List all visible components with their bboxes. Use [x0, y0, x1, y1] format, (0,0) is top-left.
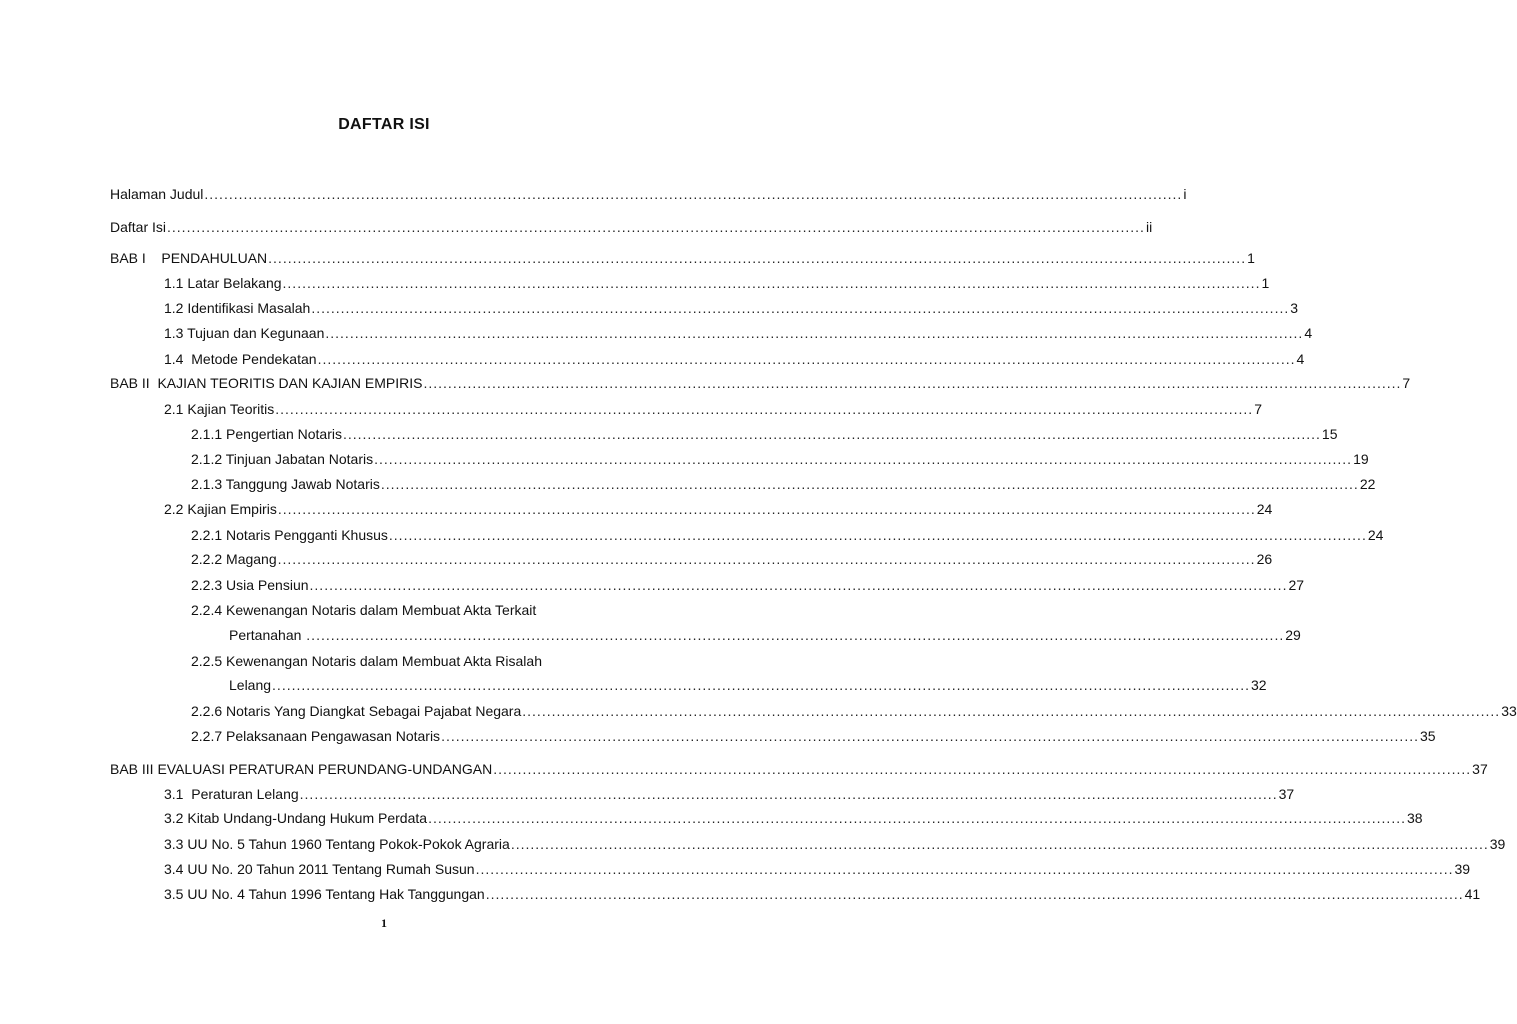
toc-leader-dots: ........................................................................................................................................................................................................ [277, 551, 1256, 567]
toc-entry [110, 373, 1411, 393]
toc-entry-page: 4 [1296, 351, 1305, 367]
toc-entry-label: 2.2 Kajian Empiris [164, 501, 277, 517]
toc-leader-dots: ........................................................................................................................................................................................................ [277, 501, 1256, 517]
toc-leader-dots: ........................................................................................................................................................................................................ [167, 219, 1145, 235]
toc-entry-page: 24 [1256, 501, 1273, 517]
toc-entry-page: 7 [1402, 375, 1411, 391]
toc-entry-label: 3.3 UU No. 5 Tahun 1960 Tentang Pokok-Pokok Agraria [164, 836, 510, 852]
toc-leader-dots: ........................................................................................................................................................................................................ [317, 351, 1296, 367]
toc-entry-page: ii [1145, 219, 1153, 235]
toc-entry-page: 37 [1278, 786, 1295, 802]
toc-entry [110, 759, 1488, 779]
toc-entry-label: 3.4 UU No. 20 Tahun 2011 Tentang Rumah Susun [164, 861, 475, 877]
toc-entry [164, 349, 1305, 369]
toc-entry [191, 726, 1436, 746]
toc-entry [164, 808, 1423, 828]
toc-leader-dots: ........................................................................................................................................................................................................ [272, 677, 1250, 693]
toc-entry-label: 2.1 Kajian Teoritis [164, 401, 275, 417]
toc-leader-dots: ........................................................................................................................................................................................................ [441, 728, 1419, 744]
toc-entry [191, 549, 1273, 569]
toc-entry [164, 859, 1471, 879]
toc-leader-dots: ........................................................................................................................................................................................................ [475, 861, 1454, 877]
toc-entry-page: 41 [1464, 886, 1481, 902]
toc-entry-label: 1.1 Latar Belakang [164, 275, 282, 291]
toc-entry-page: 24 [1367, 527, 1384, 543]
toc-entry-label-line1: 2.2.5 Kewenangan Notaris dalam Membuat Akta Risalah [191, 653, 542, 669]
toc-entry-label: BAB II KAJIAN TEORITIS DAN KAJIAN EMPIRIS [110, 375, 423, 391]
toc-entry [164, 323, 1313, 343]
toc-entry-label: BAB I PENDAHULUAN [110, 250, 268, 266]
toc-entry-page: 33 [1501, 703, 1517, 719]
toc-entry-label: 2.2.1 Notaris Pengganti Khusus [191, 527, 388, 543]
toc-entry [191, 701, 1517, 721]
toc-entry [191, 474, 1376, 494]
toc-entry [191, 525, 1384, 545]
toc-entry-page: 22 [1359, 476, 1376, 492]
toc-entry-page: 1 [1247, 250, 1255, 266]
toc-leader-dots: ........................................................................................................................................................................................................ [380, 476, 1359, 492]
toc-entry [191, 424, 1338, 444]
toc-entry [164, 273, 1270, 293]
toc-entry [164, 784, 1295, 804]
toc-entry [229, 675, 1267, 695]
toc-leader-dots: ........................................................................................................................................................................................................ [282, 275, 1261, 291]
toc-leader-dots: ........................................................................................................................................................................................................ [306, 627, 1285, 643]
toc-entry [164, 298, 1299, 318]
toc-entry [110, 184, 1187, 204]
toc-leader-dots: ........................................................................................................................................................................................................ [275, 401, 1254, 417]
toc-entry-page: 19 [1353, 451, 1369, 467]
toc-leader-dots: ........................................................................................................................................................................................................ [428, 810, 1406, 826]
toc-entry [110, 248, 1255, 268]
toc-entry-label: 2.2.2 Magang [191, 551, 277, 567]
toc-entry-page: 37 [1472, 761, 1488, 777]
toc-entry [110, 217, 1153, 237]
toc-entry-page: i [1183, 186, 1187, 202]
toc-entry [164, 834, 1506, 854]
toc-entry-label: 3.5 UU No. 4 Tahun 1996 Tentang Hak Tanggungan [164, 886, 485, 902]
toc-entry-label: Halaman Judul [110, 186, 204, 202]
toc-entry-label: 2.1.2 Tinjuan Jabatan Notaris [191, 451, 374, 467]
toc-leader-dots: ........................................................................................................................................................................................................ [493, 761, 1472, 777]
toc-entry-label-line1: 2.2.4 Kewenangan Notaris dalam Membuat Akta Terkait [191, 602, 537, 618]
toc-entry-page: 35 [1420, 728, 1436, 744]
toc-leader-dots: ........................................................................................................................................................................................................ [510, 836, 1489, 852]
toc-leader-dots: ........................................................................................................................................................................................................ [423, 375, 1402, 391]
toc-entry-page: 32 [1250, 677, 1267, 693]
toc-entry-page: 39 [1489, 836, 1506, 852]
toc-entry-label: Pertanahan [229, 627, 306, 643]
toc-entry-label: 2.1.3 Tanggung Jawab Notaris [191, 476, 380, 492]
toc-leader-dots: ........................................................................................................................................................................................................ [342, 426, 1321, 442]
toc-entry-page: 4 [1304, 325, 1313, 341]
toc-entry-page: 15 [1321, 426, 1338, 442]
toc-entry-label: 1.2 Identifikasi Masalah [164, 300, 311, 316]
toc-entry [164, 499, 1273, 519]
toc-entry-label: 1.4 Metode Pendekatan [164, 351, 317, 367]
toc-leader-dots: ........................................................................................................................................................................................................ [485, 886, 1464, 902]
toc-entry-label: 2.1.1 Pengertian Notaris [191, 426, 342, 442]
toc-entry-label: 3.1 Peraturan Lelang [164, 786, 299, 802]
toc-entry-label: 2.2.3 Usia Pensiun [191, 577, 309, 593]
toc-entry-label: 3.2 Kitab Undang-Undang Hukum Perdata [164, 810, 428, 826]
toc-entry [191, 575, 1305, 595]
toc-entry-label: 2.2.7 Pelaksanaan Pengawasan Notaris [191, 728, 441, 744]
toc-leader-dots: ........................................................................................................................................................................................................ [374, 451, 1353, 467]
toc-leader-dots: ........................................................................................................................................................................................................ [325, 325, 1304, 341]
toc-entry-page: 38 [1407, 810, 1423, 826]
toc-entry-page: 7 [1254, 401, 1262, 417]
toc-entry-label: 1.3 Tujuan dan Kegunaan [164, 325, 325, 341]
toc-leader-dots: ........................................................................................................................................................................................................ [522, 703, 1501, 719]
toc-entry [191, 449, 1369, 469]
page-title: DAFTAR ISI [338, 116, 430, 133]
toc-entry-label: 2.2.6 Notaris Yang Diangkat Sebagai Pajabat Negara [191, 703, 522, 719]
toc-entry-label: Daftar Isi [110, 219, 167, 235]
toc-leader-dots: ........................................................................................................................................................................................................ [388, 527, 1367, 543]
toc-entry-label: BAB III EVALUASI PERATURAN PERUNDANG-UNDANGAN [110, 761, 493, 777]
toc-entry-page: 29 [1285, 627, 1301, 643]
toc-entry-page: 3 [1290, 300, 1299, 316]
toc-leader-dots: ........................................................................................................................................................................................................ [268, 250, 1247, 266]
toc-leader-dots: ........................................................................................................................................................................................................ [204, 186, 1183, 202]
toc-entry [164, 884, 1481, 904]
page-number: 1 [381, 916, 387, 930]
toc-leader-dots: ........................................................................................................................................................................................................ [309, 577, 1288, 593]
toc-leader-dots: ........................................................................................................................................................................................................ [311, 300, 1290, 316]
toc-entry-page: 1 [1261, 275, 1270, 291]
toc-entry-page: 26 [1256, 551, 1273, 567]
toc-entry-label: Lelang [229, 677, 272, 693]
toc-entry [164, 399, 1262, 419]
toc-entry [229, 625, 1301, 645]
toc-entry-page: 39 [1454, 861, 1471, 877]
toc-leader-dots: ........................................................................................................................................................................................................ [299, 786, 1278, 802]
toc-entry-page: 27 [1288, 577, 1305, 593]
